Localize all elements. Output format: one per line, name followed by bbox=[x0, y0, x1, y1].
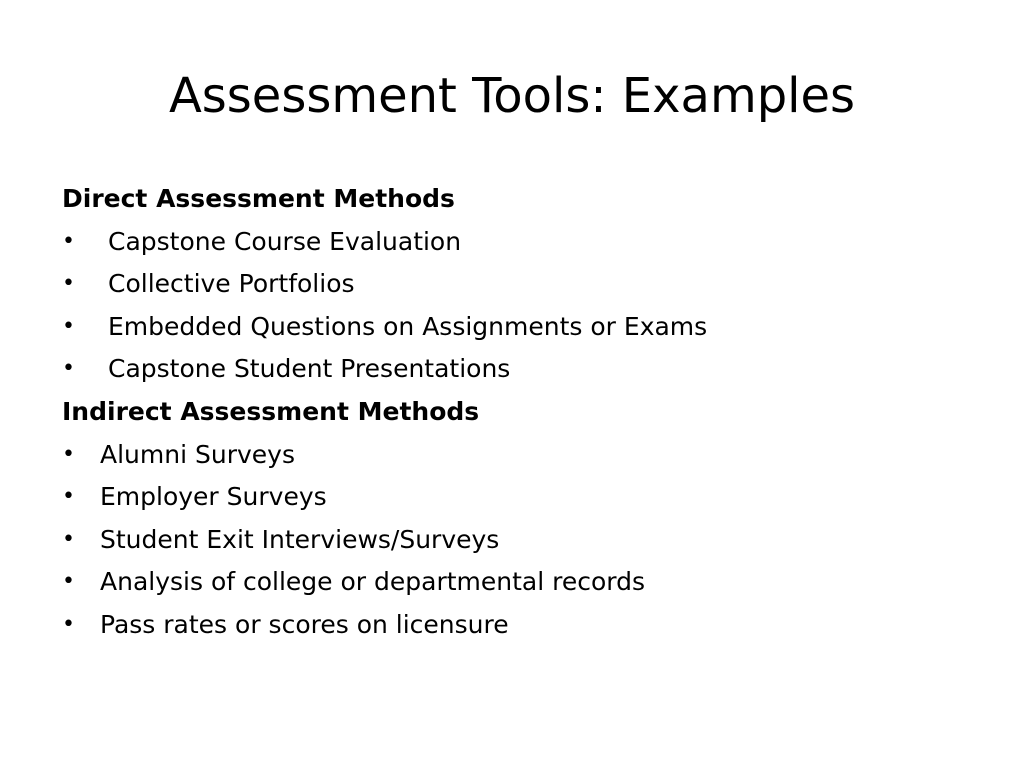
bullet-icon: • bbox=[62, 526, 75, 552]
slide-title: Assessment Tools: Examples bbox=[168, 68, 856, 124]
list-item bbox=[62, 263, 962, 306]
section-heading-direct: Direct Assessment Methods bbox=[62, 184, 455, 213]
list-item bbox=[62, 306, 962, 349]
list-item bbox=[62, 519, 962, 562]
slide-content bbox=[62, 178, 962, 647]
list-item bbox=[62, 604, 962, 647]
bullet-icon: • bbox=[62, 228, 75, 254]
list-item-text: Capstone Course Evaluation bbox=[108, 226, 462, 256]
list-item-text: Employer Surveys bbox=[100, 482, 327, 512]
list-item-text: Capstone Student Presentations bbox=[108, 354, 511, 384]
list-item bbox=[62, 561, 962, 604]
list-item bbox=[62, 348, 962, 391]
bullet-icon: • bbox=[62, 569, 75, 595]
bullet-icon: • bbox=[62, 441, 75, 467]
bullet-icon: • bbox=[62, 271, 75, 297]
list-item bbox=[62, 434, 962, 477]
bullet-icon: • bbox=[62, 611, 75, 637]
list-item-text: Pass rates or scores on licensure bbox=[100, 609, 509, 639]
list-item bbox=[62, 476, 962, 519]
list-item-text: Student Exit Interviews/Surveys bbox=[100, 524, 500, 554]
section-heading-indirect: Indirect Assessment Methods bbox=[62, 396, 480, 426]
direct-methods-list bbox=[62, 221, 962, 391]
list-item-text: Collective Portfolios bbox=[108, 269, 355, 299]
list-item bbox=[62, 221, 962, 264]
bullet-icon: • bbox=[62, 313, 75, 339]
indirect-methods-list bbox=[62, 434, 962, 647]
list-item-text: Analysis of college or departmental records bbox=[100, 567, 646, 597]
list-item-text: Alumni Surveys bbox=[100, 439, 295, 469]
bullet-icon: • bbox=[62, 356, 75, 382]
list-item-text: Embedded Questions on Assignments or Exams bbox=[108, 311, 708, 341]
bullet-icon: • bbox=[62, 484, 75, 510]
